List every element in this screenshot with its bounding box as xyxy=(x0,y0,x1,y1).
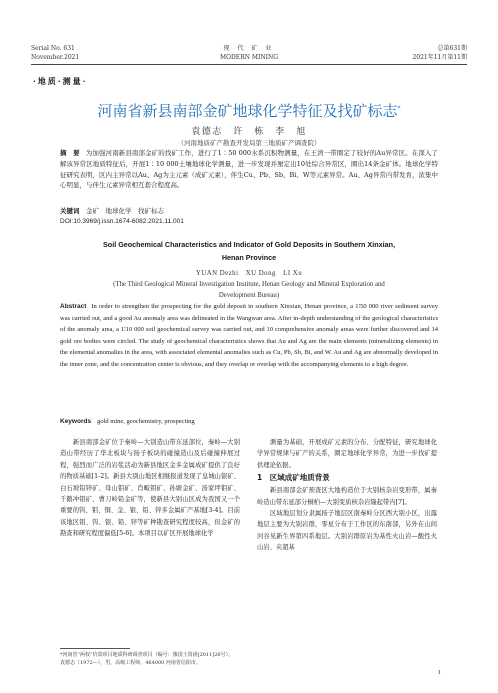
keywords-label: 关键词 xyxy=(60,207,80,215)
header-rule xyxy=(31,64,467,65)
chinese-keywords xyxy=(60,206,438,215)
body-paragraph: 新县南部金矿预查区大地构造位于大别核杂岩变形带，属秦岭造山带东延部分桐柏—大别变质核杂岩隆起带内[7]。 xyxy=(257,487,437,506)
serial-number: Serial No. 631 xyxy=(31,45,75,52)
chinese-abstract xyxy=(60,148,438,191)
body-column-left xyxy=(60,437,240,540)
english-keywords-label: Keywords xyxy=(60,418,92,425)
body-paragraph: 测量为基础，开展成矿元素的分布、分配特征，研究地球化学异常规律与矿产的关系，圈定地球化学异常，为进一步找矿提供理论依据。 xyxy=(257,439,437,469)
english-keywords-text: gold mine, geochemistry, prospecting xyxy=(97,418,195,425)
footnote xyxy=(60,651,260,667)
doi: DOI:10.3969/j.issn.1674-6082.2021.11.001 xyxy=(60,218,184,225)
keywords-text: 金矿 地球化学 找矿标志 xyxy=(86,207,164,215)
english-authors: YUAN Dezhi XU Dong LI Xu xyxy=(195,270,303,277)
journal-name-cn: 现 代 矿 业 xyxy=(223,45,275,52)
journal-issue-cn xyxy=(412,45,467,62)
body-paragraph: 区域地层划分隶属扬子地层区南秦岭分区西大别小区，出露地层主要为大别岩群，零星分布于工作区的东南部，另外在山间河谷见新生界第四系地层。大别岩群原岩为基性火山岩—酸性火山岩、夹超基 xyxy=(257,510,437,552)
english-keywords xyxy=(60,418,438,425)
english-title-line: Soil Geochemical Characteristics and Indicator of Gold Deposits in Southern Xinxian, xyxy=(103,240,395,249)
footnote-line: *河南省“两权”价款项目地质科研调查项目（编号：豫国土资函[2011]26号）。 xyxy=(60,652,234,658)
title-footnote-mark: * xyxy=(397,105,401,112)
issue-date-cn: 2021年11月第11期 xyxy=(412,53,467,61)
body-column-right xyxy=(257,437,437,554)
journal-name-en: MODERN MINING xyxy=(219,53,279,61)
footnote-rule xyxy=(60,648,130,649)
abstract-text: 为加强河南新县南部金矿的找矿工作，进行了1∶50 000水系沉积物测量，在王湾一带圈定了较好的Au异常区。在深入了解该异常区地质特征后，开展1∶10 000土壤地球化学测量，进一步发现并厘定出10处综合异常区，圈出14条金矿体。地球化学特征研究表明，区内主异常以Au、Ag为主元素（成矿元素），伴生Cu、Pb、Sb、Bi、W等元素异常。Au、Ag异常内带发育，浓集中心明显，与伴生元素异常相互套合程度高。 xyxy=(60,149,439,190)
english-affiliation-line: (The Third Geological Mineral Investigation Institute, Henan Geology and Mineral Exploration and xyxy=(113,281,385,288)
english-abstract-label: Abstract xyxy=(60,303,87,310)
english-abstract-text: In order to strengthen the prospecting for the gold deposit in southern Xinxian, Henan province, a 1∶50 000 river sediment survey was carried out, and a good Au anomaly area was delineated in the Wangwan area. After in-depth understanding of the geological characteristics of the anomaly area, a 1∶10 000 soil geochemical survey was carried out, and 10 comprehensive anomaly areas were further discovered and 14 gold ore bodies were circled. The study of geochemical characteristics shows that Au and Ag are the main elements (mineralizing elements) in the elemental anomalies in the area, with associated elemental anomalies such as Cu, Pb, Sb, Bi, and W. Au and Ag are abnormally developed in the inner zone, and the concentration center is obvious, and they overlap or overlap with the accompanying elements to a high degree. xyxy=(60,303,438,368)
body-paragraph: 新县南部金矿位于秦岭—大别造山带东延部位，秦岭—大别造山带经历了华北板块与扬子板块的碰撞造山及后碰撞伸展过程，强烈而广泛的岩浆活动为新县地区金多金属成矿提供了良好的物质基础[1-2]。新县大别山地区相继报道发现了皇城山银矿、白石坡铅锌矿、母山钼矿、肖畈钼矿、孙塘金矿、汤家坪钼矿、千鹅冲钼矿、曹刀岭铅金矿等，使新县大别山区成为我国又一个重要的钨、钼、铜、金、银、铅、锌多金属矿产基地[3-4]。目前该地区钼、钨、银、铅、锌等矿种勘查研究程度较高，但金矿的勘查和研究程度偏低[5-6]。本项目以矿区开展地球化学 xyxy=(60,439,240,538)
english-title xyxy=(0,238,498,264)
english-affiliation xyxy=(0,279,498,301)
issue-date-en: November.2021 xyxy=(31,53,80,61)
footnote-line: 袁德志（1972—），男，高级工程师，464000 河南省信阳市。 xyxy=(60,660,201,666)
authors: 袁德志 许 栋 李 旭 xyxy=(191,127,307,137)
article-title-text: 河南省新县南部金矿地球化学特征及找矿标志 xyxy=(97,102,398,120)
affiliation: （河南地质矿产勘查开发局第三地质矿产调查院） xyxy=(177,139,321,147)
total-issue: 总第631期 xyxy=(437,45,467,52)
article-title xyxy=(0,100,498,121)
english-abstract xyxy=(60,301,438,370)
abstract-label: 摘 要 xyxy=(60,149,80,157)
section-heading: 1 区域成矿地质背景 xyxy=(257,473,330,483)
english-title-line: Henan Province xyxy=(221,253,277,262)
english-affiliation-line: Development Bureau) xyxy=(218,292,280,299)
section-label: ·地质·测量· xyxy=(33,76,88,86)
page-number: 1 xyxy=(437,669,441,676)
